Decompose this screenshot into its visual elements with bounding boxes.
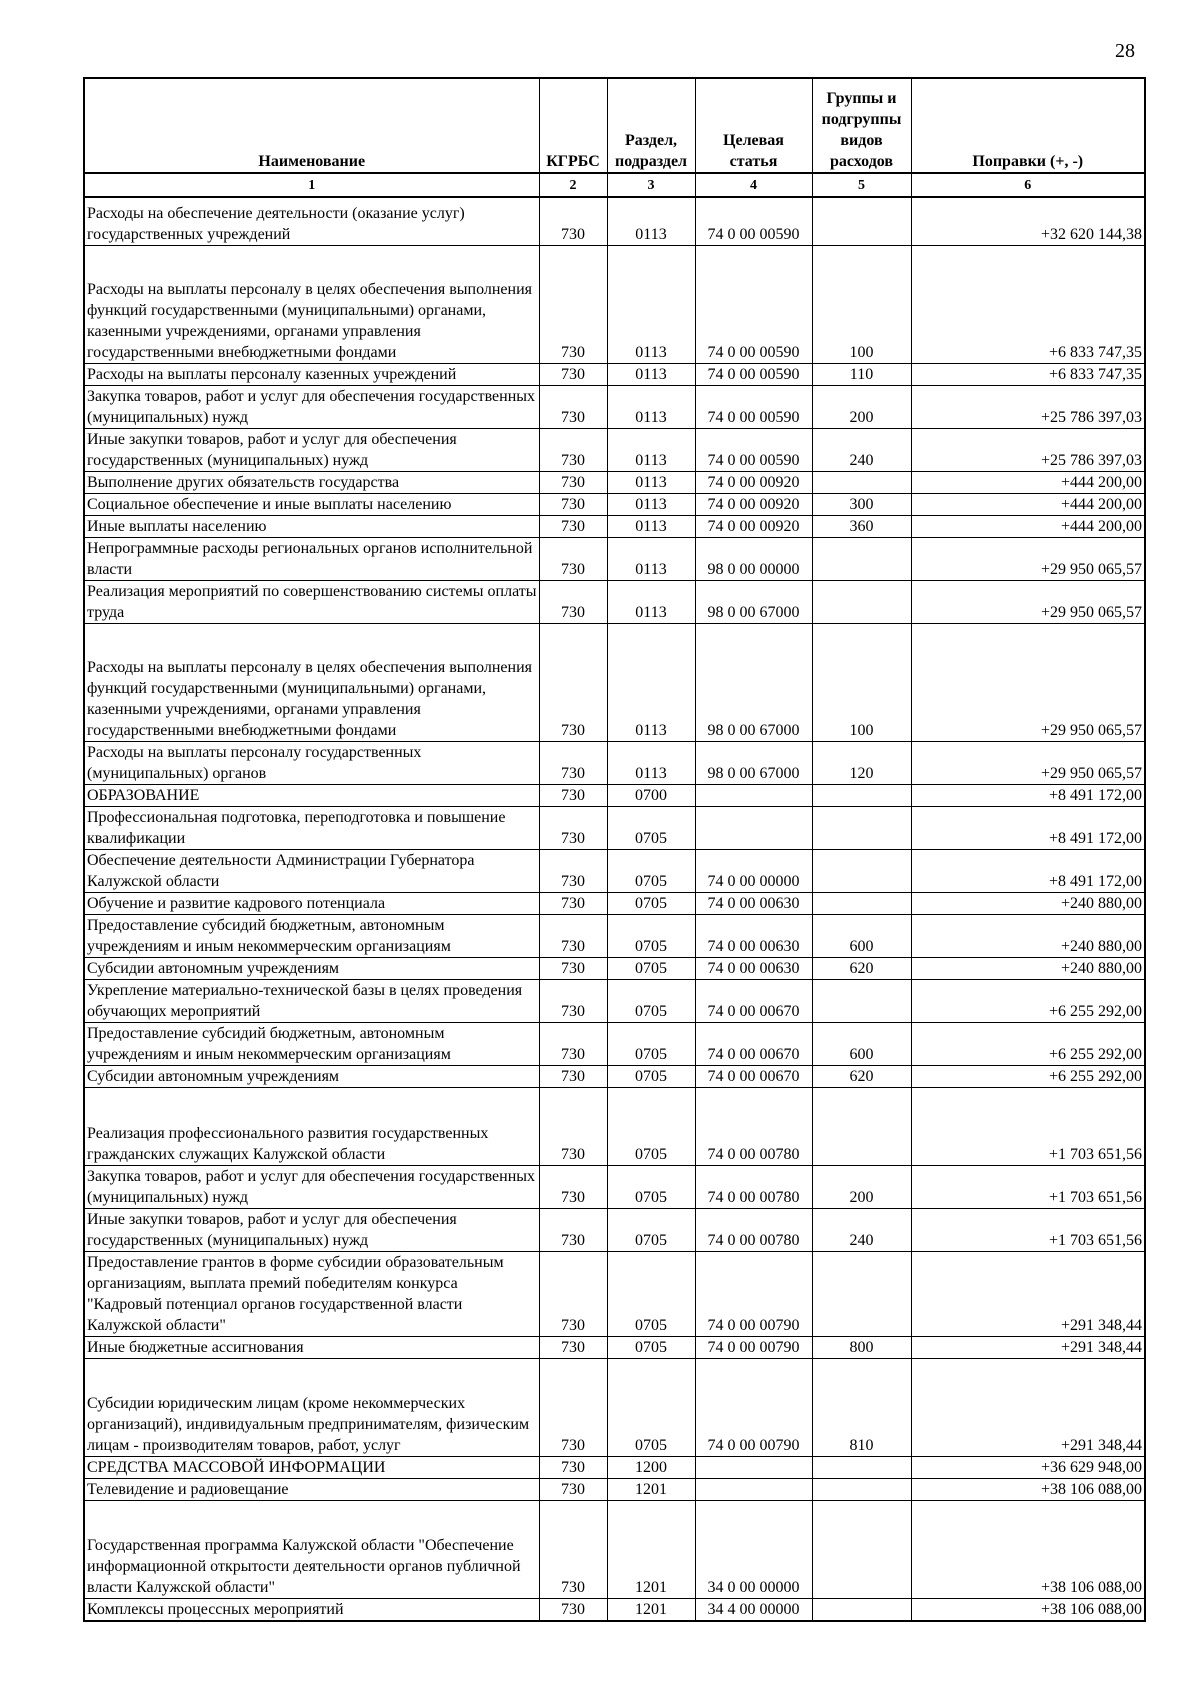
cell-amount: +8 491 172,00 bbox=[911, 784, 1145, 806]
table-row bbox=[84, 741, 1145, 784]
cell-target: 74 0 00 00000 bbox=[695, 849, 812, 892]
cell-group bbox=[812, 1500, 911, 1598]
cell-kgrbs: 730 bbox=[539, 1065, 607, 1087]
cell-amount: +240 880,00 bbox=[911, 957, 1145, 979]
cell-name: Субсидии автономным учреждениям bbox=[84, 1065, 539, 1087]
cell-name: Обеспечение деятельности Администрации Губернатора Калужской области bbox=[84, 849, 539, 892]
table-row bbox=[84, 892, 1145, 914]
cell-target: 74 0 00 00780 bbox=[695, 1208, 812, 1251]
cell-group bbox=[812, 1598, 911, 1621]
cell-section: 0113 bbox=[607, 385, 695, 428]
cell-amount: +6 255 292,00 bbox=[911, 1065, 1145, 1087]
cell-kgrbs: 730 bbox=[539, 1358, 607, 1456]
table-row bbox=[84, 623, 1145, 741]
cell-name: Непрограммные расходы региональных органов исполнительной власти bbox=[84, 537, 539, 580]
cell-kgrbs: 730 bbox=[539, 784, 607, 806]
cell-amount: +6 255 292,00 bbox=[911, 979, 1145, 1022]
cell-section: 0705 bbox=[607, 806, 695, 849]
cell-kgrbs: 730 bbox=[539, 493, 607, 515]
cell-target: 74 0 00 00920 bbox=[695, 515, 812, 537]
cell-amount: +29 950 065,57 bbox=[911, 580, 1145, 623]
cell-section: 1201 bbox=[607, 1500, 695, 1598]
cell-target bbox=[695, 1478, 812, 1500]
cell-target: 34 0 00 00000 bbox=[695, 1500, 812, 1598]
column-number-row bbox=[84, 173, 1145, 197]
column-number: 6 bbox=[911, 173, 1145, 197]
cell-amount: +240 880,00 bbox=[911, 892, 1145, 914]
cell-kgrbs: 730 bbox=[539, 1478, 607, 1500]
cell-name: Выполнение других обязательств государства bbox=[84, 471, 539, 493]
cell-section: 0113 bbox=[607, 623, 695, 741]
cell-kgrbs: 730 bbox=[539, 741, 607, 784]
cell-section: 1200 bbox=[607, 1456, 695, 1478]
cell-target: 34 4 00 00000 bbox=[695, 1598, 812, 1621]
cell-kgrbs: 730 bbox=[539, 1598, 607, 1621]
cell-amount: +1 703 651,56 bbox=[911, 1165, 1145, 1208]
cell-kgrbs: 730 bbox=[539, 471, 607, 493]
column-number: 4 bbox=[695, 173, 812, 197]
cell-target: 74 0 00 00790 bbox=[695, 1336, 812, 1358]
cell-section: 1201 bbox=[607, 1598, 695, 1621]
cell-kgrbs: 730 bbox=[539, 1456, 607, 1478]
cell-section: 0113 bbox=[607, 428, 695, 471]
cell-name: Субсидии юридическим лицам (кроме некоммерческих организаций), индивидуальным предпринимателям, физическим лицам - производителям товаров, работ, услуг bbox=[84, 1358, 539, 1456]
cell-group bbox=[812, 892, 911, 914]
cell-group bbox=[812, 537, 911, 580]
cell-target bbox=[695, 1456, 812, 1478]
table-row bbox=[84, 1478, 1145, 1500]
cell-group: 100 bbox=[812, 623, 911, 741]
cell-section: 0113 bbox=[607, 537, 695, 580]
cell-group: 240 bbox=[812, 1208, 911, 1251]
cell-group: 200 bbox=[812, 1165, 911, 1208]
cell-amount: +240 880,00 bbox=[911, 914, 1145, 957]
column-number: 3 bbox=[607, 173, 695, 197]
cell-amount: +291 348,44 bbox=[911, 1358, 1145, 1456]
cell-group bbox=[812, 849, 911, 892]
cell-group bbox=[812, 1087, 911, 1165]
cell-amount: +1 703 651,56 bbox=[911, 1208, 1145, 1251]
cell-group bbox=[812, 1251, 911, 1336]
cell-name: Закупка товаров, работ и услуг для обеспечения государственных (муниципальных) нужд bbox=[84, 1165, 539, 1208]
cell-group: 240 bbox=[812, 428, 911, 471]
table-row bbox=[84, 1456, 1145, 1478]
cell-kgrbs: 730 bbox=[539, 957, 607, 979]
cell-section: 0705 bbox=[607, 957, 695, 979]
cell-section: 0705 bbox=[607, 1336, 695, 1358]
cell-target: 98 0 00 67000 bbox=[695, 580, 812, 623]
cell-section: 0113 bbox=[607, 471, 695, 493]
cell-kgrbs: 730 bbox=[539, 197, 607, 245]
column-number: 1 bbox=[84, 173, 539, 197]
cell-amount: +291 348,44 bbox=[911, 1336, 1145, 1358]
cell-kgrbs: 730 bbox=[539, 1251, 607, 1336]
cell-group: 360 bbox=[812, 515, 911, 537]
cell-name: Расходы на выплаты персоналу в целях обеспечения выполнения функций государственными (муниципальными) органами, казенными учреждениями, органами управления государственными внебюджетными фондами bbox=[84, 245, 539, 363]
cell-section: 0113 bbox=[607, 197, 695, 245]
cell-kgrbs: 730 bbox=[539, 385, 607, 428]
table-row bbox=[84, 979, 1145, 1022]
header-kgrbs: КГРБС bbox=[539, 78, 607, 173]
cell-target bbox=[695, 784, 812, 806]
cell-amount: +29 950 065,57 bbox=[911, 741, 1145, 784]
cell-name: ОБРАЗОВАНИЕ bbox=[84, 784, 539, 806]
cell-name: Иные выплаты населению bbox=[84, 515, 539, 537]
cell-name: Расходы на выплаты персоналу государственных (муниципальных) органов bbox=[84, 741, 539, 784]
cell-group: 110 bbox=[812, 363, 911, 385]
cell-kgrbs: 730 bbox=[539, 1022, 607, 1065]
cell-group: 620 bbox=[812, 957, 911, 979]
cell-group bbox=[812, 197, 911, 245]
cell-target: 74 0 00 00590 bbox=[695, 385, 812, 428]
table-row bbox=[84, 1251, 1145, 1336]
cell-name: Расходы на выплаты персоналу в целях обеспечения выполнения функций государственными (муниципальными) органами, казенными учреждениями, органами управления государственными внебюджетными фондами bbox=[84, 623, 539, 741]
cell-target: 74 0 00 00670 bbox=[695, 1022, 812, 1065]
cell-kgrbs: 730 bbox=[539, 580, 607, 623]
cell-target: 74 0 00 00780 bbox=[695, 1087, 812, 1165]
header-name: Наименование bbox=[84, 78, 539, 173]
table-row bbox=[84, 806, 1145, 849]
table-row bbox=[84, 1598, 1145, 1621]
cell-kgrbs: 730 bbox=[539, 1087, 607, 1165]
cell-kgrbs: 730 bbox=[539, 515, 607, 537]
cell-amount: +8 491 172,00 bbox=[911, 806, 1145, 849]
table-row bbox=[84, 1087, 1145, 1165]
cell-section: 0705 bbox=[607, 979, 695, 1022]
cell-amount: +36 629 948,00 bbox=[911, 1456, 1145, 1478]
cell-amount: +32 620 144,38 bbox=[911, 197, 1145, 245]
table-row bbox=[84, 537, 1145, 580]
cell-section: 0113 bbox=[607, 580, 695, 623]
cell-group: 200 bbox=[812, 385, 911, 428]
table-row bbox=[84, 784, 1145, 806]
cell-name: Предоставление субсидий бюджетным, автономным учреждениям и иным некоммерческим организациям bbox=[84, 914, 539, 957]
cell-name: Телевидение и радиовещание bbox=[84, 1478, 539, 1500]
cell-name: Укрепление материально-технической базы в целях проведения обучающих мероприятий bbox=[84, 979, 539, 1022]
cell-target: 74 0 00 00630 bbox=[695, 914, 812, 957]
cell-amount: +6 255 292,00 bbox=[911, 1022, 1145, 1065]
cell-kgrbs: 730 bbox=[539, 245, 607, 363]
cell-section: 0705 bbox=[607, 1087, 695, 1165]
cell-target: 74 0 00 00780 bbox=[695, 1165, 812, 1208]
cell-section: 0705 bbox=[607, 849, 695, 892]
cell-section: 0705 bbox=[607, 914, 695, 957]
cell-amount: +38 106 088,00 bbox=[911, 1598, 1145, 1621]
cell-name: Субсидии автономным учреждениям bbox=[84, 957, 539, 979]
cell-name: Профессиональная подготовка, переподготовка и повышение квалификации bbox=[84, 806, 539, 849]
table-row bbox=[84, 914, 1145, 957]
cell-kgrbs: 730 bbox=[539, 849, 607, 892]
cell-target: 74 0 00 00590 bbox=[695, 363, 812, 385]
cell-name: Социальное обеспечение и иные выплаты населению bbox=[84, 493, 539, 515]
cell-target: 98 0 00 67000 bbox=[695, 623, 812, 741]
cell-group: 600 bbox=[812, 1022, 911, 1065]
cell-target: 74 0 00 00790 bbox=[695, 1251, 812, 1336]
cell-section: 0705 bbox=[607, 1251, 695, 1336]
cell-group: 100 bbox=[812, 245, 911, 363]
cell-target: 74 0 00 00590 bbox=[695, 245, 812, 363]
cell-group bbox=[812, 471, 911, 493]
cell-group bbox=[812, 784, 911, 806]
cell-name: Иные закупки товаров, работ и услуг для обеспечения государственных (муниципальных) нужд bbox=[84, 1208, 539, 1251]
table-row bbox=[84, 849, 1145, 892]
table-row bbox=[84, 1165, 1145, 1208]
cell-amount: +444 200,00 bbox=[911, 493, 1145, 515]
cell-section: 0113 bbox=[607, 363, 695, 385]
cell-target: 74 0 00 00630 bbox=[695, 957, 812, 979]
table-row bbox=[84, 580, 1145, 623]
table-row bbox=[84, 1500, 1145, 1598]
cell-group bbox=[812, 806, 911, 849]
cell-name: СРЕДСТВА МАССОВОЙ ИНФОРМАЦИИ bbox=[84, 1456, 539, 1478]
table-row bbox=[84, 1022, 1145, 1065]
cell-target: 74 0 00 00590 bbox=[695, 428, 812, 471]
cell-kgrbs: 730 bbox=[539, 537, 607, 580]
cell-target: 74 0 00 00670 bbox=[695, 1065, 812, 1087]
header-row bbox=[84, 78, 1145, 173]
cell-amount: +29 950 065,57 bbox=[911, 623, 1145, 741]
cell-group: 600 bbox=[812, 914, 911, 957]
cell-group: 800 bbox=[812, 1336, 911, 1358]
cell-kgrbs: 730 bbox=[539, 914, 607, 957]
cell-target: 74 0 00 00920 bbox=[695, 471, 812, 493]
cell-target: 74 0 00 00920 bbox=[695, 493, 812, 515]
cell-amount: +25 786 397,03 bbox=[911, 385, 1145, 428]
cell-amount: +291 348,44 bbox=[911, 1251, 1145, 1336]
table-row bbox=[84, 428, 1145, 471]
cell-section: 0705 bbox=[607, 892, 695, 914]
cell-name: Предоставление субсидий бюджетным, автономным учреждениям и иным некоммерческим организациям bbox=[84, 1022, 539, 1065]
cell-group: 620 bbox=[812, 1065, 911, 1087]
cell-name: Реализация профессионального развития государственных гражданских служащих Калужской области bbox=[84, 1087, 539, 1165]
cell-section: 0705 bbox=[607, 1065, 695, 1087]
cell-name: Иные закупки товаров, работ и услуг для обеспечения государственных (муниципальных) нужд bbox=[84, 428, 539, 471]
cell-name: Государственная программа Калужской области "Обеспечение информационной открытости деятельности органов публичной власти Калужской области" bbox=[84, 1500, 539, 1598]
cell-section: 0705 bbox=[607, 1358, 695, 1456]
column-number: 2 bbox=[539, 173, 607, 197]
cell-target: 74 0 00 00790 bbox=[695, 1358, 812, 1456]
cell-group bbox=[812, 580, 911, 623]
table-row bbox=[84, 245, 1145, 363]
cell-amount: +6 833 747,35 bbox=[911, 363, 1145, 385]
table-row bbox=[84, 385, 1145, 428]
cell-kgrbs: 730 bbox=[539, 1500, 607, 1598]
cell-section: 0705 bbox=[607, 1165, 695, 1208]
table-row bbox=[84, 1065, 1145, 1087]
cell-name: Расходы на выплаты персоналу казенных учреждений bbox=[84, 363, 539, 385]
table-row bbox=[84, 363, 1145, 385]
cell-section: 1201 bbox=[607, 1478, 695, 1500]
cell-section: 0113 bbox=[607, 493, 695, 515]
cell-group bbox=[812, 1478, 911, 1500]
cell-kgrbs: 730 bbox=[539, 806, 607, 849]
cell-section: 0113 bbox=[607, 245, 695, 363]
cell-name: Расходы на обеспечение деятельности (оказание услуг) государственных учреждений bbox=[84, 197, 539, 245]
cell-target bbox=[695, 806, 812, 849]
cell-group: 810 bbox=[812, 1358, 911, 1456]
column-number: 5 bbox=[812, 173, 911, 197]
cell-name: Обучение и развитие кадрового потенциала bbox=[84, 892, 539, 914]
cell-section: 0700 bbox=[607, 784, 695, 806]
cell-amount: +38 106 088,00 bbox=[911, 1500, 1145, 1598]
cell-name: Предоставление грантов в форме субсидии образовательным организациям, выплата премий победителям конкурса "Кадровый потенциал органов государственной власти Калужской области" bbox=[84, 1251, 539, 1336]
cell-kgrbs: 730 bbox=[539, 1165, 607, 1208]
cell-group bbox=[812, 1456, 911, 1478]
cell-amount: +25 786 397,03 bbox=[911, 428, 1145, 471]
cell-amount: +29 950 065,57 bbox=[911, 537, 1145, 580]
cell-amount: +6 833 747,35 bbox=[911, 245, 1145, 363]
cell-amount: +1 703 651,56 bbox=[911, 1087, 1145, 1165]
cell-section: 0113 bbox=[607, 741, 695, 784]
cell-amount: +38 106 088,00 bbox=[911, 1478, 1145, 1500]
cell-name: Иные бюджетные ассигнования bbox=[84, 1336, 539, 1358]
cell-group: 300 bbox=[812, 493, 911, 515]
cell-target: 98 0 00 00000 bbox=[695, 537, 812, 580]
table-row bbox=[84, 1208, 1145, 1251]
cell-kgrbs: 730 bbox=[539, 623, 607, 741]
cell-kgrbs: 730 bbox=[539, 1208, 607, 1251]
header-target: Целевая статья bbox=[695, 78, 812, 173]
cell-amount: +8 491 172,00 bbox=[911, 849, 1145, 892]
cell-kgrbs: 730 bbox=[539, 1336, 607, 1358]
header-section: Раздел, подраздел bbox=[607, 78, 695, 173]
table-row bbox=[84, 515, 1145, 537]
page-number: 28 bbox=[1115, 40, 1135, 62]
cell-target: 98 0 00 67000 bbox=[695, 741, 812, 784]
cell-kgrbs: 730 bbox=[539, 979, 607, 1022]
cell-target: 74 0 00 00590 bbox=[695, 197, 812, 245]
cell-kgrbs: 730 bbox=[539, 428, 607, 471]
cell-target: 74 0 00 00670 bbox=[695, 979, 812, 1022]
budget-amendments-table bbox=[83, 77, 1146, 1622]
table-row bbox=[84, 957, 1145, 979]
table-row bbox=[84, 1336, 1145, 1358]
cell-kgrbs: 730 bbox=[539, 363, 607, 385]
table-row bbox=[84, 471, 1145, 493]
table-row bbox=[84, 197, 1145, 245]
cell-target: 74 0 00 00630 bbox=[695, 892, 812, 914]
table-row bbox=[84, 1358, 1145, 1456]
header-group: Группы и подгруппы видов расходов bbox=[812, 78, 911, 173]
cell-section: 0705 bbox=[607, 1208, 695, 1251]
cell-name: Реализация мероприятий по совершенствованию системы оплаты труда bbox=[84, 580, 539, 623]
cell-section: 0113 bbox=[607, 515, 695, 537]
cell-section: 0705 bbox=[607, 1022, 695, 1065]
cell-kgrbs: 730 bbox=[539, 892, 607, 914]
cell-group: 120 bbox=[812, 741, 911, 784]
cell-amount: +444 200,00 bbox=[911, 515, 1145, 537]
table-body bbox=[84, 197, 1145, 1621]
cell-name: Комплексы процессных мероприятий bbox=[84, 1598, 539, 1621]
header-amount: Поправки (+, -) bbox=[911, 78, 1145, 173]
table-row bbox=[84, 493, 1145, 515]
cell-name: Закупка товаров, работ и услуг для обеспечения государственных (муниципальных) нужд bbox=[84, 385, 539, 428]
cell-group bbox=[812, 979, 911, 1022]
cell-amount: +444 200,00 bbox=[911, 471, 1145, 493]
